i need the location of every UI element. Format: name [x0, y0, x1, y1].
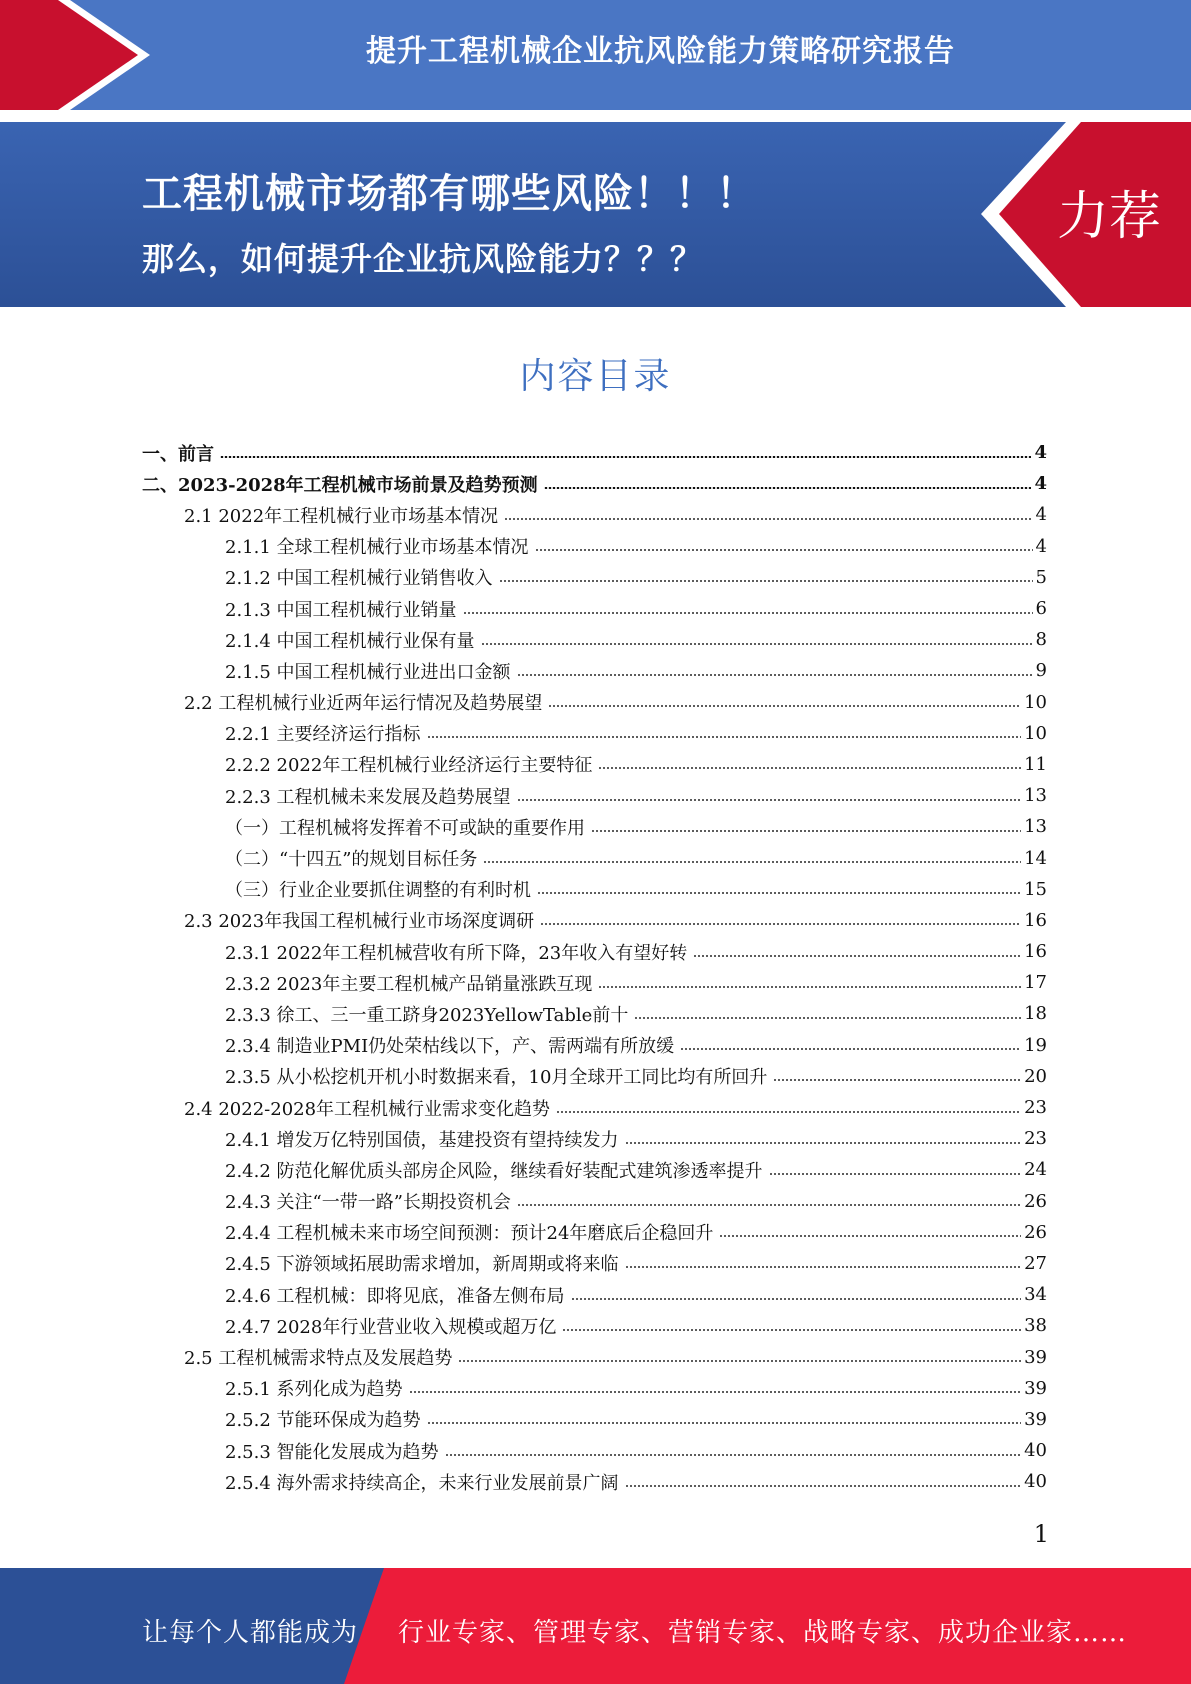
banner-subheadline: 那么，如何提升企业抗风险能力？？？ [142, 240, 704, 278]
toc-entry-page: 19 [1024, 1034, 1047, 1056]
toc-entry[interactable] [142, 811, 1047, 842]
toc-entry[interactable] [142, 1310, 1047, 1341]
toc-entry-title: 2.2.3 工程机械未来发展及趋势展望 [225, 786, 511, 808]
toc-entry[interactable] [142, 1030, 1047, 1061]
toc-entry-page: 40 [1024, 1440, 1047, 1462]
toc-dot-leader [481, 643, 1033, 645]
toc-dot-leader [634, 1017, 1021, 1019]
toc-dot-leader [540, 923, 1021, 925]
toc-entry[interactable] [142, 1186, 1047, 1217]
toc-entry[interactable] [142, 1092, 1047, 1123]
toc-entry-page: 18 [1024, 1003, 1047, 1025]
toc-entry-page: 24 [1024, 1159, 1047, 1181]
toc-entry-page: 23 [1024, 1097, 1047, 1119]
toc-entry[interactable] [142, 780, 1047, 811]
toc-entry-title: 2.1.4 中国工程机械行业保有量 [225, 630, 475, 652]
toc-entry-title: 2.5.2 节能环保成为趋势 [225, 1410, 421, 1432]
toc-entry-page: 39 [1024, 1377, 1047, 1399]
toc-dot-leader [537, 892, 1021, 894]
toc-entry-page: 39 [1024, 1408, 1047, 1430]
toc-entry-title: 2.4.5 下游领域拓展助需求增加，新周期或将来临 [225, 1254, 619, 1276]
toc-entry-title: 2.2.2 2022年工程机械行业经济运行主要特征 [225, 755, 593, 777]
table-of-contents [142, 437, 1047, 1497]
toc-entry-page: 6 [1035, 598, 1047, 620]
toc-entry-page: 13 [1024, 785, 1047, 807]
toc-dot-leader [773, 1079, 1021, 1081]
toc-dot-leader [571, 1298, 1022, 1300]
toc-entry-title: 二、2023-2028年工程机械市场前景及趋势预测 [142, 474, 538, 496]
footer-slogan-right: 行业专家、管理专家、营销专家、战略专家、成功企业家…… [398, 1618, 1128, 1648]
toc-entry[interactable] [142, 593, 1047, 624]
hero-banner [0, 122, 1191, 307]
toc-entry-page: 8 [1035, 629, 1047, 651]
toc-dot-leader [625, 1142, 1022, 1144]
toc-dot-leader [427, 1422, 1022, 1424]
toc-entry-page: 9 [1035, 660, 1047, 682]
toc-entry-page: 5 [1035, 566, 1047, 588]
toc-entry-title: （一）工程机械将发挥着不可或缺的重要作用 [225, 817, 585, 839]
footer-slogan-left: 让每个人都能成为 [142, 1618, 359, 1648]
toc-entry[interactable] [142, 1373, 1047, 1404]
footer-band [0, 1568, 1191, 1684]
toc-dot-leader [591, 830, 1021, 832]
toc-entry-title: 2.3.4 制造业PMI仍处荣枯线以下，产、需两端有所放缓 [225, 1036, 675, 1058]
toc-dot-leader [427, 736, 1022, 738]
toc-entry-title: 2.5.4 海外需求持续高企，未来行业发展前景广阔 [225, 1472, 619, 1494]
toc-entry-page: 15 [1024, 878, 1047, 900]
toc-dot-leader [625, 1485, 1022, 1487]
toc-entry-page: 26 [1024, 1221, 1047, 1243]
toc-entry-page: 4 [1034, 473, 1047, 495]
toc-dot-leader [548, 705, 1021, 707]
toc-entry-page: 13 [1024, 816, 1047, 838]
toc-dot-leader [517, 674, 1033, 676]
toc-entry-title: 2.1 2022年工程机械行业市场基本情况 [184, 505, 499, 527]
toc-dot-leader [544, 487, 1032, 489]
toc-entry-page: 40 [1024, 1471, 1047, 1493]
toc-dot-leader [445, 1454, 1022, 1456]
toc-entry-title: 2.4.1 增发万亿特别国债，基建投资有望持续发力 [225, 1129, 619, 1151]
toc-entry-title: 2.3.5 从小松挖机开机小时数据来看，10月全球开工同比均有所回升 [225, 1067, 768, 1089]
banner-headline: 工程机械市场都有哪些风险！！！ [142, 171, 757, 217]
toc-entry[interactable] [142, 842, 1047, 873]
toc-entry-title: 2.3.2 2023年主要工程机械产品销量涨跌互现 [225, 973, 593, 995]
toc-entry-page: 4 [1035, 504, 1047, 526]
toc-entry[interactable] [142, 437, 1047, 468]
toc-dot-leader [562, 1329, 1021, 1331]
toc-entry-title: 一、前言 [142, 443, 214, 465]
toc-entry[interactable] [142, 1435, 1047, 1466]
toc-entry[interactable] [142, 499, 1047, 530]
toc-entry-title: 2.4 2022-2028年工程机械行业需求变化趋势 [184, 1098, 551, 1120]
toc-entry-page: 16 [1024, 909, 1047, 931]
page-number: 1 [1033, 1520, 1049, 1548]
toc-entry-page: 34 [1024, 1284, 1047, 1306]
toc-dot-leader [517, 799, 1022, 801]
toc-dot-leader [409, 1391, 1022, 1393]
toc-entry-page: 10 [1024, 722, 1047, 744]
toc-entry[interactable] [142, 749, 1047, 780]
toc-entry-title: 2.5 工程机械需求特点及发展趋势 [184, 1348, 453, 1370]
toc-entry-page: 10 [1024, 691, 1047, 713]
toc-entry[interactable] [142, 468, 1047, 499]
toc-entry-title: 2.3 2023年我国工程机械行业市场深度调研 [184, 911, 535, 933]
toc-entry-title: 2.1.5 中国工程机械行业进出口金额 [225, 661, 511, 683]
toc-title: 内容目录 [519, 356, 672, 397]
toc-entry[interactable] [142, 562, 1047, 593]
toc-entry-page: 27 [1024, 1252, 1047, 1274]
toc-entry[interactable] [142, 1061, 1047, 1092]
toc-entry[interactable] [142, 1154, 1047, 1185]
toc-entry[interactable] [142, 531, 1047, 562]
toc-dot-leader [220, 456, 1031, 458]
toc-dot-leader [769, 1173, 1022, 1175]
toc-entry-title: 2.2.1 主要经济运行指标 [225, 724, 421, 746]
toc-entry-title: 2.3.1 2022年工程机械营收有所下降，23年收入有望好转 [225, 942, 688, 964]
toc-entry-title: 2.4.3 关注“一带一路”长期投资机会 [225, 1192, 511, 1214]
toc-entry-page: 39 [1024, 1346, 1047, 1368]
red-arrow-decoration [0, 0, 150, 110]
toc-entry-title: 2.4.7 2028年行业营业收入规模或超万亿 [225, 1316, 557, 1338]
toc-entry-title: 2.1.1 全球工程机械行业市场基本情况 [225, 537, 529, 559]
toc-entry-title: 2.5.1 系列化成为趋势 [225, 1379, 403, 1401]
toc-entry-page: 11 [1024, 753, 1047, 775]
toc-dot-leader [463, 612, 1033, 614]
toc-entry-title: （三）行业企业要抓住调整的有利时机 [225, 880, 531, 902]
toc-entry[interactable] [142, 1123, 1047, 1154]
toc-entry[interactable] [142, 1248, 1047, 1279]
toc-entry-title: 2.3.3 徐工、三一重工跻身2023YellowTable前十 [225, 1004, 629, 1026]
toc-dot-leader [598, 986, 1021, 988]
toc-entry[interactable] [142, 967, 1047, 998]
toc-dot-leader [680, 1048, 1021, 1050]
toc-entry-title: （二）“十四五”的规划目标任务 [225, 849, 478, 871]
toc-entry[interactable] [142, 936, 1047, 967]
top-header-band [0, 0, 1191, 110]
toc-dot-leader [625, 1266, 1022, 1268]
toc-entry-page: 4 [1034, 442, 1047, 464]
toc-dot-leader [483, 861, 1021, 863]
toc-dot-leader [535, 549, 1033, 551]
toc-dot-leader [499, 580, 1033, 582]
toc-entry-title: 2.1.3 中国工程机械行业销量 [225, 599, 457, 621]
toc-entry-title: 2.4.6 工程机械：即将见底，准备左侧布局 [225, 1285, 565, 1307]
toc-entry[interactable] [142, 1217, 1047, 1248]
toc-entry[interactable] [142, 1341, 1047, 1372]
recommend-badge: 力荐 [1056, 187, 1161, 247]
toc-entry-page: 17 [1024, 972, 1047, 994]
toc-entry-page: 16 [1024, 941, 1047, 963]
toc-entry[interactable] [142, 998, 1047, 1029]
toc-entry[interactable] [142, 1466, 1047, 1497]
report-title: 提升工程机械企业抗风险能力策略研究报告 [366, 34, 955, 69]
toc-entry-title: 2.2 工程机械行业近两年运行情况及趋势展望 [184, 693, 543, 715]
toc-entry[interactable] [142, 655, 1047, 686]
toc-entry-page: 38 [1024, 1315, 1047, 1337]
toc-entry-title: 2.1.2 中国工程机械行业销售收入 [225, 568, 493, 590]
toc-dot-leader [719, 1235, 1021, 1237]
toc-entry-title: 2.5.3 智能化发展成为趋势 [225, 1441, 439, 1463]
toc-dot-leader [458, 1360, 1021, 1362]
toc-entry-title: 2.4.2 防范化解优质头部房企风险，继续看好装配式建筑渗透率提升 [225, 1160, 763, 1182]
toc-dot-leader [517, 1204, 1021, 1206]
toc-entry-page: 20 [1024, 1065, 1047, 1087]
toc-entry[interactable] [142, 1279, 1047, 1310]
toc-entry[interactable] [142, 687, 1047, 718]
toc-dot-leader [556, 1111, 1021, 1113]
toc-entry-page: 4 [1035, 535, 1047, 557]
toc-entry[interactable] [142, 905, 1047, 936]
toc-dot-leader [693, 955, 1021, 957]
toc-entry-page: 23 [1024, 1128, 1047, 1150]
toc-entry-title: 2.4.4 工程机械未来市场空间预测：预计24年磨底后企稳回升 [225, 1223, 714, 1245]
toc-entry-page: 26 [1024, 1190, 1047, 1212]
toc-entry[interactable] [142, 874, 1047, 905]
toc-dot-leader [504, 518, 1032, 520]
toc-entry[interactable] [142, 624, 1047, 655]
toc-entry-page: 14 [1024, 847, 1047, 869]
toc-entry[interactable] [142, 718, 1047, 749]
toc-entry[interactable] [142, 1404, 1047, 1435]
toc-dot-leader [598, 767, 1021, 769]
